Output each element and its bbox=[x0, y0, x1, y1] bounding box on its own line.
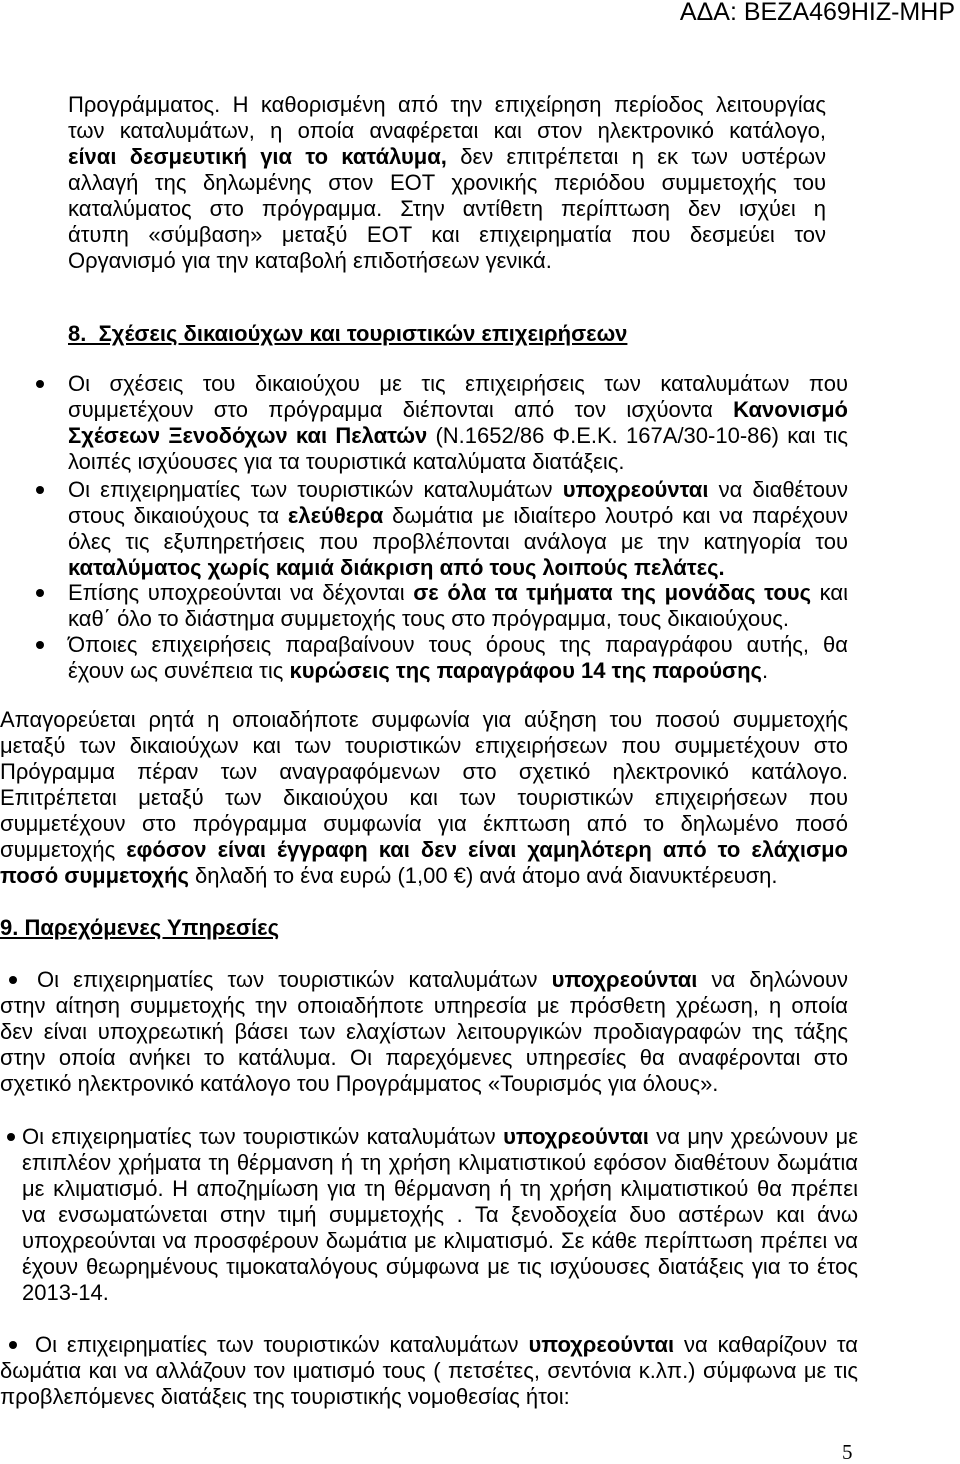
text-line bbox=[68, 222, 826, 248]
text: Επιτρέπεται μεταξύ των δικαιούχου και των τουριστικών επιχειρήσεων που bbox=[0, 785, 848, 810]
text-line bbox=[68, 423, 848, 449]
text-line bbox=[0, 1358, 858, 1384]
text-line bbox=[68, 632, 848, 658]
text: Επίσης υποχρεούνται να δέχονται bbox=[68, 580, 414, 605]
text-line bbox=[22, 1228, 858, 1254]
text: δηλαδή το ένα ευρώ (1,00 €) ανά άτομο ανά διανυκτέρευση. bbox=[188, 863, 778, 888]
text: καταλύματος στο πρόγραμμα. Στην αντίθετη περίπτωση δεν ισχύει η bbox=[68, 196, 826, 221]
text-line bbox=[22, 1176, 858, 1202]
section-8-bullet-3 bbox=[68, 580, 848, 632]
text: Πρόγραμμα πέραν των αναγραφόμενων στο σχετικό ηλεκτρονικό κατάλογο. bbox=[0, 759, 848, 784]
text: συμμετέχουν στο πρόγραμμα συμφωνία για έκπτωση από το δηλωμένο ποσό bbox=[0, 811, 848, 836]
text-line bbox=[68, 606, 848, 632]
text-line bbox=[0, 1019, 848, 1045]
bold-text: ελεύθερα bbox=[287, 503, 384, 528]
section-8-bullet-1 bbox=[68, 371, 848, 475]
text: και bbox=[811, 580, 848, 605]
text: στους δικαιούχους τα bbox=[68, 503, 288, 528]
text-line bbox=[22, 1202, 858, 1228]
text: να ενσωματώνεται στην τιμή συμμετοχής . Τα ξενοδοχεία δυο αστέρων και άνω bbox=[22, 1202, 858, 1227]
section-9-bullet-1 bbox=[0, 967, 848, 1097]
text-line bbox=[22, 1150, 858, 1176]
text-line bbox=[68, 555, 848, 581]
text-line bbox=[68, 118, 826, 144]
bullet-icon bbox=[7, 1133, 15, 1141]
text: με κλιματισμό. Η αποζημίωση για τη θέρμανση ή τη χρήση κλιματιστικού θα πρέπει bbox=[22, 1176, 858, 1201]
text: έχουν θεωρημένους τιμοκαταλόγους σύμφωνα με τις ισχύουσες διατάξεις για το έτος bbox=[22, 1254, 858, 1279]
text-line bbox=[68, 658, 848, 684]
text: Οι σχέσεις του δικαιούχου με τις επιχειρήσεις των καταλυμάτων που bbox=[68, 371, 848, 396]
bullet-icon bbox=[36, 486, 44, 494]
text-line bbox=[68, 529, 848, 555]
text: καθ΄ όλο το διάστημα συμμετοχής τους στο πρόγραμμα, τους δικαιούχους. bbox=[68, 606, 789, 631]
text-line bbox=[22, 1280, 858, 1306]
text-line bbox=[0, 993, 848, 1019]
text: δωμάτια με ιδιαίτερο λουτρό και να παρέχουν bbox=[383, 503, 849, 528]
prohibition-paragraph bbox=[0, 707, 848, 889]
text: να δηλώνουν bbox=[697, 967, 848, 992]
text-line bbox=[0, 863, 848, 889]
bold-text: υποχρεούνται bbox=[562, 477, 709, 502]
text: στην αίτηση συμμετοχής την οποιαδήποτε υπηρεσία με πρόσθετη χρέωση, η οποία bbox=[0, 993, 848, 1018]
text-line bbox=[22, 1254, 858, 1280]
bold-text: Σχέσεων Ξενοδόχων και Πελατών bbox=[68, 423, 428, 448]
text-line bbox=[68, 397, 848, 423]
text: δωμάτια και να αλλάζουν τον ιματισμό τους ( πετσέτες, σεντόνια κ.λπ.) σύμφωνα με τις bbox=[0, 1358, 858, 1383]
section-8-bullet-4 bbox=[68, 632, 848, 684]
text-line bbox=[68, 580, 848, 606]
text: Οι επιχειρηματίες των τουριστικών καταλυμάτων bbox=[22, 1124, 504, 1149]
section-8-heading: 8. Σχέσεις δικαιούχων και τουριστικών επιχειρήσεων bbox=[68, 321, 628, 346]
text-line bbox=[0, 785, 848, 811]
text-line bbox=[0, 707, 848, 733]
text: Οι επιχειρηματίες των τουριστικών καταλυμάτων bbox=[37, 967, 552, 992]
section-9-bullet-2 bbox=[22, 1124, 858, 1306]
section-9-bullet-3 bbox=[0, 1332, 858, 1410]
text-line bbox=[68, 503, 848, 529]
text-line bbox=[68, 170, 826, 196]
text: λοιπές ισχύουσες για τα τουριστικά καταλύματα διατάξεις. bbox=[68, 449, 625, 474]
text: όλες τις εξυπηρετήσεις που προβλέπονται ανάλογα με την κατηγορία του bbox=[68, 529, 848, 554]
text-line bbox=[68, 449, 848, 475]
text: υποχρεούνται να προσφέρουν δωμάτια με κλιματισμό. Σε κάθε περίπτωση πρέπει να bbox=[22, 1228, 858, 1253]
bold-text: Κανονισμό bbox=[733, 397, 848, 422]
text: να καθαρίζουν τα bbox=[674, 1332, 858, 1357]
bold-text: σε όλα τα τμήματα της μονάδας τους bbox=[413, 580, 812, 605]
page-number: 5 bbox=[842, 1440, 853, 1464]
text: 2013-14. bbox=[22, 1280, 109, 1305]
text: δεν είναι υποχρεωτική βάσει των ελαχίστων λειτουργικών προδιαγραφών της τάξης bbox=[0, 1019, 848, 1044]
text: Απαγορεύεται ρητά η οποιαδήποτε συμφωνία για αύξηση του ποσού συμμετοχής bbox=[0, 707, 848, 732]
bold-text: υποχρεούνται bbox=[503, 1124, 649, 1149]
bullet-icon bbox=[36, 641, 44, 649]
bold-text: καταλύματος χωρίς καμιά διάκριση από τους λοιπούς πελάτες. bbox=[68, 555, 725, 580]
text-line bbox=[22, 1124, 858, 1150]
text: Προγράμματος. Η καθορισμένη από την επιχείρηση περίοδος λειτουργίας bbox=[68, 92, 826, 117]
text-line bbox=[0, 1384, 858, 1410]
text-line bbox=[68, 144, 826, 170]
text-line bbox=[0, 811, 848, 837]
text: άτυπη «σύμβαση» μεταξύ ΕΟΤ και επιχειρηματία που δεσμεύει τον bbox=[68, 222, 826, 247]
section-9-heading: 9. Παρεχόμενες Υπηρεσίες bbox=[0, 915, 280, 940]
text-line bbox=[0, 837, 848, 863]
text-line bbox=[68, 371, 848, 397]
text-line bbox=[37, 967, 848, 993]
text: προβλεπόμενες διατάξεις της τουριστικής νομοθεσίας ήτοι: bbox=[0, 1384, 570, 1409]
text: δεν επιτρέπεται η εκ των υστέρων bbox=[446, 144, 826, 169]
text: Οι επιχειρηματίες των τουριστικών καταλυμάτων bbox=[35, 1332, 529, 1357]
intro-paragraph bbox=[68, 92, 826, 274]
text-line bbox=[68, 92, 826, 118]
text: Όποιες επιχειρήσεις παραβαίνουν τους όρους της παραγράφου αυτής, θα bbox=[68, 632, 848, 657]
text-line bbox=[68, 477, 848, 503]
bold-text: υποχρεούνται bbox=[528, 1332, 675, 1357]
text-line bbox=[0, 733, 848, 759]
text: έχουν ως συνέπεια τις bbox=[68, 658, 290, 683]
text-line bbox=[0, 759, 848, 785]
text-line bbox=[68, 248, 826, 274]
text-line bbox=[0, 1071, 848, 1097]
text: συμμετέχουν στο πρόγραμμα διέπονται από τον ισχύοντα bbox=[68, 397, 734, 422]
text-line bbox=[35, 1332, 858, 1358]
text: επιπλέον χρήματα τη θέρμανση ή τη χρήση κλιματιστικού εφόσον διαθέτουν δωμάτια bbox=[22, 1150, 858, 1175]
text: (Ν.1652/86 Φ.Ε.Κ. 167Α/30-10-86) και τις bbox=[427, 423, 848, 448]
text: αλλαγή της δηλωμένης στον ΕΟΤ χρονικής περιόδου συμμετοχής του bbox=[68, 170, 826, 195]
text: των καταλυμάτων, η οποία αναφέρεται και στον ηλεκτρονικό κατάλογο, bbox=[68, 118, 826, 143]
bold-text: κυρώσεις της παραγράφου 14 της παρούσης bbox=[289, 658, 762, 683]
text: Οι επιχειρηματίες των τουριστικών καταλυμάτων bbox=[68, 477, 563, 502]
text: να μην χρεώνουν με bbox=[648, 1124, 858, 1149]
text: να διαθέτουν bbox=[708, 477, 849, 502]
text: . bbox=[761, 658, 769, 683]
bullet-icon bbox=[36, 589, 44, 597]
text-line bbox=[68, 196, 826, 222]
text: σχετικό ηλεκτρονικό κατάλογο του Προγράμματος «Τουρισμός για όλους». bbox=[0, 1071, 719, 1096]
text: συμμετοχής bbox=[0, 837, 127, 862]
bold-text: υποχρεούνται bbox=[551, 967, 698, 992]
bold-text: εφόσον είναι έγγραφη και δεν είναι χαμηλότερη από το ελάχισμο bbox=[126, 837, 848, 862]
section-8-bullet-2 bbox=[68, 477, 848, 581]
text: Οργανισμό για την καταβολή επιδοτήσεων γενικά. bbox=[68, 248, 552, 273]
text: στην οποία ανήκει το κατάλυμα. Οι παρεχόμενες υπηρεσίες θα αναφέρονται στο bbox=[0, 1045, 848, 1070]
bold-text: είναι δεσμευτική για το κατάλυμα, bbox=[68, 144, 447, 169]
bold-text: ποσό συμμετοχής bbox=[0, 863, 189, 888]
bullet-icon bbox=[36, 380, 44, 388]
ada-identifier: ΑΔΑ: ΒΕΖΑ469ΗΙΖ-ΜΗΡ bbox=[679, 0, 955, 26]
text: μεταξύ των δικαιούχων και των τουριστικών επιχειρήσεων που συμμετέχουν στο bbox=[0, 733, 848, 758]
text-line bbox=[0, 1045, 848, 1071]
